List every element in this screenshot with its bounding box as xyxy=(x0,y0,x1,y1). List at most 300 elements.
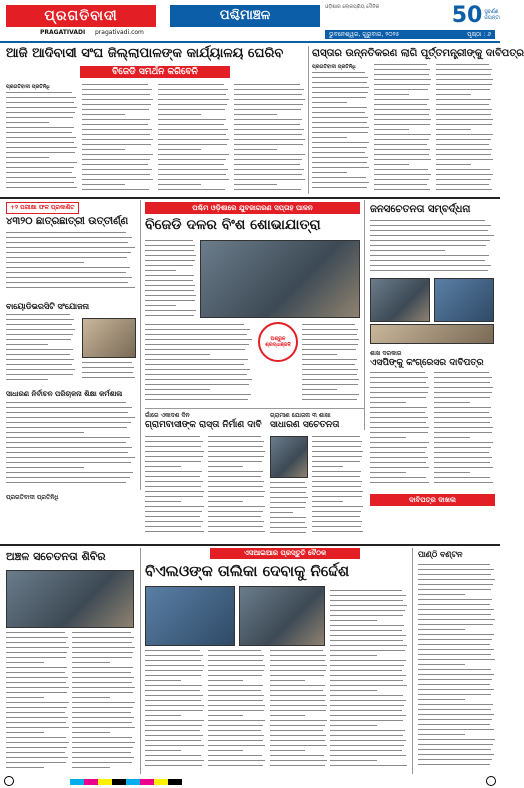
text-line xyxy=(72,717,134,718)
text-line xyxy=(6,132,72,133)
text-line xyxy=(6,687,69,688)
text-line xyxy=(6,447,132,448)
text-line xyxy=(145,334,247,335)
text-line xyxy=(82,89,152,90)
text-line xyxy=(312,132,368,133)
text-line xyxy=(436,144,489,145)
text-line xyxy=(6,632,65,633)
text-line xyxy=(6,287,135,288)
text-line xyxy=(145,496,203,497)
text-line xyxy=(374,169,428,170)
text-line xyxy=(330,740,406,741)
text-line xyxy=(72,762,132,763)
text-line xyxy=(418,599,492,600)
text-line xyxy=(6,412,128,413)
text-line xyxy=(6,762,66,763)
text-line xyxy=(6,157,49,158)
text-line xyxy=(145,705,204,706)
byline: ପ୍ରଗତିବାଦୀ ପ୍ରତିନିଧି xyxy=(312,64,356,70)
text-line xyxy=(370,437,406,438)
text-line xyxy=(145,275,194,276)
byline: ପ୍ରଗତିବାଦୀ ପ୍ରତିନିଧି xyxy=(6,84,50,90)
story-1-col-3 xyxy=(158,84,230,194)
text-line xyxy=(82,129,152,130)
text-line xyxy=(436,174,493,175)
text-line xyxy=(418,659,495,660)
text-line xyxy=(418,669,491,670)
story-7-body xyxy=(6,402,136,488)
text-line xyxy=(312,481,362,482)
text-line xyxy=(370,427,429,428)
text-line xyxy=(6,477,130,478)
text-line xyxy=(145,516,200,517)
text-line xyxy=(145,665,204,666)
text-line xyxy=(6,427,127,428)
story-11-col-3 xyxy=(270,650,328,772)
text-line xyxy=(312,521,362,522)
story-4-kicker: ପଶ୍ଚିମ ଓଡ଼ିଶାରେ ଯୁବଜାଗରଣ ସପ୍ତାହ ପାଳନ xyxy=(145,202,360,214)
text-line xyxy=(82,114,125,115)
column-rule xyxy=(140,548,141,774)
text-line xyxy=(418,594,465,595)
text-line xyxy=(208,491,265,492)
text-line xyxy=(145,290,194,291)
text-line xyxy=(330,725,377,726)
text-line xyxy=(6,379,48,380)
text-line xyxy=(418,649,494,650)
page-number: ପୃଷ୍ଠା : ୬ xyxy=(467,31,491,38)
text-line xyxy=(234,109,301,110)
text-line xyxy=(208,700,263,701)
text-line xyxy=(6,162,77,163)
text-line xyxy=(6,672,65,673)
text-line xyxy=(370,402,406,403)
text-line xyxy=(158,94,226,95)
text-line xyxy=(145,451,204,452)
text-line xyxy=(374,144,427,145)
text-line xyxy=(370,482,429,483)
story-6-body xyxy=(6,314,76,384)
text-line xyxy=(330,685,407,686)
text-line xyxy=(418,674,494,675)
text-line xyxy=(330,750,402,751)
header-rule xyxy=(0,41,500,43)
story-10-col-2 xyxy=(434,372,494,490)
story-11-col-2 xyxy=(208,650,266,772)
text-line xyxy=(270,680,305,681)
text-line xyxy=(6,369,75,370)
text-line xyxy=(145,760,204,761)
text-line xyxy=(6,277,132,278)
text-line xyxy=(145,660,201,661)
text-line xyxy=(418,634,494,635)
text-line xyxy=(302,324,355,325)
text-line xyxy=(312,177,366,178)
text-line xyxy=(158,169,228,170)
text-line xyxy=(312,451,363,452)
text-line xyxy=(418,589,491,590)
text-line xyxy=(208,441,264,442)
column-rule xyxy=(364,200,365,430)
text-line xyxy=(72,632,131,633)
text-line xyxy=(145,329,250,330)
text-line xyxy=(374,129,409,130)
text-line xyxy=(82,149,125,150)
text-line xyxy=(234,99,305,100)
text-line xyxy=(145,300,195,301)
text-line xyxy=(436,114,491,115)
story-8-kicker: ଗାଁରେ ଏକାଦଶ ଦିନ xyxy=(145,412,190,419)
text-line xyxy=(208,685,263,686)
text-line xyxy=(234,89,304,90)
text-line xyxy=(234,139,305,140)
text-line xyxy=(374,74,429,75)
text-line xyxy=(158,189,225,190)
text-line xyxy=(145,685,202,686)
text-line xyxy=(418,604,490,605)
text-line xyxy=(374,79,431,80)
text-line xyxy=(418,754,494,755)
text-line xyxy=(208,720,265,721)
text-line xyxy=(270,745,327,746)
text-line xyxy=(434,432,492,433)
text-line xyxy=(72,727,135,728)
text-line xyxy=(208,765,263,766)
story-1-col-2 xyxy=(82,84,154,194)
text-line xyxy=(434,457,492,458)
text-line xyxy=(72,642,132,643)
text-line xyxy=(418,739,495,740)
text-line xyxy=(330,670,402,671)
text-line xyxy=(434,387,493,388)
text-line xyxy=(6,92,72,93)
logo-subtitle: PRAGATIVADI xyxy=(40,29,86,36)
story-1-col-1 xyxy=(6,84,78,194)
text-line xyxy=(270,660,325,661)
text-line xyxy=(158,154,229,155)
text-line xyxy=(145,339,252,340)
text-line xyxy=(208,511,263,512)
text-line xyxy=(312,491,363,492)
text-line xyxy=(436,99,491,100)
text-line xyxy=(418,654,491,655)
text-line xyxy=(418,689,494,690)
text-line xyxy=(436,104,489,105)
text-line xyxy=(145,250,194,251)
story-10-col-1 xyxy=(370,372,430,490)
text-line xyxy=(270,512,293,513)
text-line xyxy=(6,692,67,693)
text-line xyxy=(158,124,224,125)
text-line xyxy=(145,491,204,492)
text-line xyxy=(270,755,324,756)
text-line xyxy=(374,159,431,160)
text-line xyxy=(145,720,204,721)
text-line xyxy=(370,260,485,261)
text-line xyxy=(145,260,195,261)
text-line xyxy=(418,709,491,710)
story-4-col-3 xyxy=(302,324,360,404)
text-line xyxy=(330,690,377,691)
text-line xyxy=(234,114,277,115)
text-line xyxy=(270,730,323,731)
text-line xyxy=(330,660,406,661)
text-line xyxy=(374,119,431,120)
text-line xyxy=(302,379,359,380)
text-line xyxy=(330,675,406,676)
text-line xyxy=(370,392,428,393)
story-1-col-4 xyxy=(234,84,306,194)
text-line xyxy=(234,159,302,160)
text-line xyxy=(312,137,347,138)
text-line xyxy=(370,442,429,443)
masthead xyxy=(0,0,500,40)
story-2-col-3 xyxy=(436,64,494,194)
story-10-headline: ଏସପିଙ୍କୁ କଂଗ୍ରେସର ଦାବିପତ୍ର xyxy=(370,358,484,368)
story-11-kicker: ଏସଆଇଆର ପ୍ରସ୍ତୁତି ବୈଠକ xyxy=(210,548,360,559)
text-line xyxy=(312,471,361,472)
text-line xyxy=(208,655,264,656)
story-8-col-1 xyxy=(145,436,205,540)
text-line xyxy=(6,257,127,258)
text-line xyxy=(312,486,361,487)
text-line xyxy=(145,715,181,716)
text-line xyxy=(208,665,265,666)
text-line xyxy=(145,650,200,651)
text-line xyxy=(208,471,263,472)
story-4-photo xyxy=(200,240,360,318)
text-line xyxy=(330,730,405,731)
text-line xyxy=(418,744,493,745)
text-line xyxy=(374,104,427,105)
text-line xyxy=(6,152,75,153)
text-line xyxy=(374,154,429,155)
text-line xyxy=(312,461,360,462)
text-line xyxy=(234,119,302,120)
text-line xyxy=(158,184,201,185)
text-line xyxy=(6,102,74,103)
text-line xyxy=(330,655,377,656)
text-line xyxy=(270,517,306,518)
text-line xyxy=(330,710,402,711)
text-line xyxy=(145,511,202,512)
text-line xyxy=(6,117,73,118)
text-line xyxy=(208,466,243,467)
text-line xyxy=(436,89,490,90)
text-line xyxy=(158,144,227,145)
text-line xyxy=(374,189,430,190)
text-line xyxy=(145,305,176,306)
text-line xyxy=(208,486,263,487)
story-11-col-1 xyxy=(145,650,205,772)
text-line xyxy=(145,364,244,365)
text-line xyxy=(208,670,264,671)
text-line xyxy=(72,677,134,678)
text-line xyxy=(234,84,300,85)
text-line xyxy=(208,705,265,706)
text-line xyxy=(234,144,303,145)
text-line xyxy=(434,482,493,483)
text-line xyxy=(312,157,368,158)
text-line xyxy=(82,159,150,160)
text-line xyxy=(145,461,201,462)
text-line xyxy=(72,712,131,713)
text-line xyxy=(145,399,248,400)
text-line xyxy=(82,174,150,175)
text-line xyxy=(208,476,261,477)
story-5-photo-1 xyxy=(370,278,430,322)
text-line xyxy=(370,240,490,241)
text-line xyxy=(72,732,110,733)
text-line xyxy=(312,97,366,98)
text-line xyxy=(434,407,491,408)
story-8-col-2 xyxy=(208,436,266,540)
text-line xyxy=(330,745,404,746)
text-line xyxy=(208,750,243,751)
text-line xyxy=(158,109,225,110)
text-line xyxy=(374,94,409,95)
text-line xyxy=(6,232,126,233)
text-line xyxy=(145,389,210,390)
text-line xyxy=(158,104,227,105)
text-line xyxy=(208,496,264,497)
text-line xyxy=(436,109,492,110)
text-line xyxy=(270,650,323,651)
story-5-photo-3 xyxy=(370,324,494,344)
text-line xyxy=(374,174,431,175)
text-line xyxy=(370,477,426,478)
story-12-headline: ଅଞ୍ଚଳ ସଚେତନତା ଶିବିର xyxy=(6,550,106,563)
text-line xyxy=(312,102,347,103)
text-line xyxy=(330,755,406,756)
text-line xyxy=(312,117,368,118)
text-line xyxy=(418,624,493,625)
text-line xyxy=(6,142,74,143)
text-line xyxy=(270,720,327,721)
text-line xyxy=(72,657,132,658)
text-line xyxy=(418,684,490,685)
text-line xyxy=(434,402,470,403)
text-line xyxy=(208,675,262,676)
story-12-kicker: ପ୍ରଗତିବାଦୀ ପ୍ରତିନିଧି xyxy=(6,494,59,501)
newspaper-logo: ପ୍ରଗତିବାଦୀ xyxy=(6,5,156,27)
text-line xyxy=(208,516,261,517)
story-4-col-2 xyxy=(145,324,253,404)
text-line xyxy=(312,172,347,173)
text-line xyxy=(145,354,210,355)
text-line xyxy=(270,502,306,503)
text-line xyxy=(145,349,245,350)
text-line xyxy=(6,752,65,753)
text-line xyxy=(145,456,203,457)
text-line xyxy=(434,462,490,463)
text-line xyxy=(6,282,128,283)
text-line xyxy=(82,144,151,145)
text-line xyxy=(145,481,203,482)
text-line xyxy=(6,727,69,728)
text-line xyxy=(145,521,203,522)
text-line xyxy=(145,730,200,731)
text-line xyxy=(330,630,402,631)
column-rule xyxy=(140,200,141,490)
text-line xyxy=(208,650,261,651)
text-line xyxy=(6,127,74,128)
text-line xyxy=(6,349,73,350)
text-line xyxy=(72,637,134,638)
text-line xyxy=(418,724,490,725)
text-line xyxy=(270,740,325,741)
story-1-tag: ବିଜେଡି ସମର୍ଥନ କରିବେନି xyxy=(80,66,230,78)
text-line xyxy=(312,476,360,477)
text-line xyxy=(6,182,74,183)
text-line xyxy=(302,329,358,330)
text-line xyxy=(72,652,133,653)
text-line xyxy=(145,265,193,266)
text-line xyxy=(6,364,72,365)
text-line xyxy=(208,531,265,532)
text-line xyxy=(6,682,66,683)
text-line xyxy=(418,664,465,665)
text-line xyxy=(6,242,128,243)
story-11-headline: ବିଏଲଓଙ୍କ ତାଲିକା ଦେବାକୁ ନିର୍ଦ୍ଦେଶ xyxy=(145,562,350,580)
text-line xyxy=(312,456,362,457)
text-line xyxy=(418,734,465,735)
text-line xyxy=(312,107,367,108)
story-9-col-2 xyxy=(270,482,308,540)
text-line xyxy=(374,149,430,150)
text-line xyxy=(418,749,491,750)
text-line xyxy=(330,615,403,616)
text-line xyxy=(6,339,71,340)
text-line xyxy=(82,119,150,120)
text-line xyxy=(374,84,430,85)
story-4-headline: ବିଜେଡି ଦଳର ବିଂଶ ଶୋଭାଯାତ୍ରା xyxy=(145,217,321,233)
text-line xyxy=(370,220,485,221)
text-line xyxy=(145,710,203,711)
text-line xyxy=(208,451,265,452)
text-line xyxy=(330,720,403,721)
text-line xyxy=(6,737,66,738)
text-line xyxy=(312,446,361,447)
text-line xyxy=(374,64,427,65)
text-line xyxy=(312,511,361,512)
text-line xyxy=(72,692,133,693)
story-6-body-2 xyxy=(82,362,136,384)
text-line xyxy=(208,710,264,711)
text-line xyxy=(72,747,133,748)
text-line xyxy=(434,372,489,373)
text-line xyxy=(6,442,126,443)
text-line xyxy=(208,730,261,731)
text-line xyxy=(434,467,493,468)
text-line xyxy=(418,699,465,700)
text-line xyxy=(234,149,277,150)
text-line xyxy=(6,647,69,648)
text-line xyxy=(82,169,152,170)
story-13-tag: ଦାବିପତ୍ର ଦାଖଲ xyxy=(370,494,495,506)
text-line xyxy=(6,237,132,238)
text-line xyxy=(6,112,75,113)
text-line xyxy=(82,84,148,85)
story-12-photo xyxy=(6,570,134,628)
text-line xyxy=(145,531,204,532)
text-line xyxy=(330,625,404,626)
text-line xyxy=(302,349,356,350)
header-tagline: ଓଡ଼ିଶାର ଲୋକପ୍ରିୟ ଦୈନିକ xyxy=(325,4,380,10)
text-line xyxy=(72,687,135,688)
text-line xyxy=(208,715,243,716)
text-line xyxy=(302,374,357,375)
